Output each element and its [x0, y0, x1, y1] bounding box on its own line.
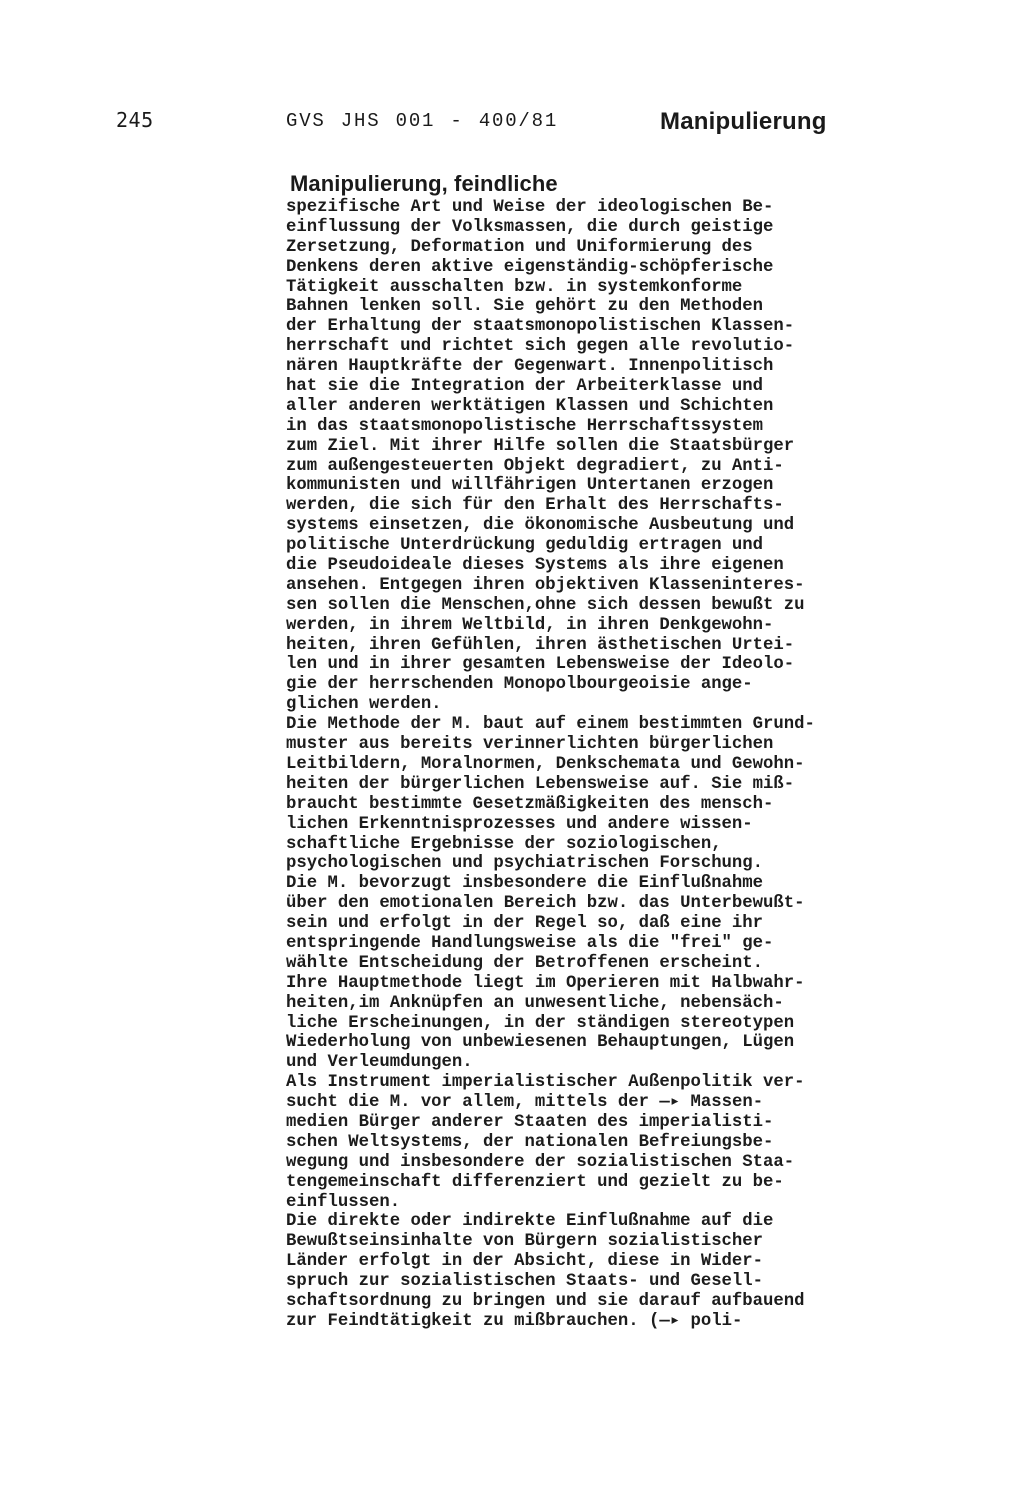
body-line: Tätigkeit ausschalten bzw. in systemkonforme	[286, 277, 743, 297]
body-line: in das staatsmonopolistische Herrschaftssystem	[286, 416, 764, 436]
body-line: Zersetzung, Deformation und Uniformierung des	[286, 237, 753, 257]
body-line: heiten der bürgerlichen Lebensweise auf. Sie miß-	[286, 774, 795, 794]
body-line: zum außengesteuerten Objekt degradiert, zu Anti-	[286, 456, 784, 476]
body-line: heiten,im Anknüpfen an unwesentliche, nebensäch-	[286, 993, 784, 1013]
body-line: tengemeinschaft differenziert und gezielt zu be-	[286, 1172, 784, 1192]
body-line: braucht bestimmte Gesetzmäßigkeiten des mensch-	[286, 794, 774, 814]
body-line: zum Ziel. Mit ihrer Hilfe sollen die Staatsbürger	[286, 436, 795, 456]
page-number: 245	[116, 108, 154, 132]
body-line: die Pseudoideale dieses Systems als ihre eigenen	[286, 556, 784, 576]
body-line: sein und erfolgt in der Regel so, daß eine ihr	[286, 914, 764, 934]
body-line: werden, in ihrem Weltbild, in ihren Denkgewohn-	[286, 615, 774, 635]
document-code: GVS JHS 001 - 400/81	[286, 110, 559, 132]
body-line: Denkens deren aktive eigenständig-schöpferische	[286, 257, 774, 277]
body-line: Länder erfolgt in der Absicht, diese in Wider-	[286, 1252, 764, 1272]
entry-title: Manipulierung, feindliche	[290, 171, 558, 196]
body-line: wegung und insbesondere der sozialistischen Staa-	[286, 1152, 795, 1172]
body-line: sen sollen die Menschen,ohne sich dessen bewußt zu	[286, 595, 805, 615]
body-line: hat sie die Integration der Arbeiterklasse und	[286, 377, 764, 397]
body-line: glichen werden.	[286, 695, 442, 715]
body-line: entspringende Handlungsweise als die "frei" ge-	[286, 933, 774, 953]
body-line: Bewußtseinsinhalte von Bürgern sozialistischer	[286, 1232, 764, 1252]
body-line: schaftliche Ergebnisse der soziologischen,	[286, 834, 722, 854]
body-line: systems einsetzen, die ökonomische Ausbeutung und	[286, 516, 795, 536]
body-line: schen Weltsystems, der nationalen Befreiungsbe-	[286, 1132, 774, 1152]
body-line: wählte Entscheidung der Betroffenen erscheint.	[286, 953, 764, 973]
body-line: Als Instrument imperialistischer Außenpolitik ver-	[286, 1073, 805, 1093]
body-line: herrschaft und richtet sich gegen alle revolutio-	[286, 337, 795, 357]
entry-body	[286, 198, 926, 1332]
body-line: und Verleumdungen.	[286, 1053, 473, 1073]
body-line: ansehen. Entgegen ihren objektiven Klasseninteres-	[286, 575, 805, 595]
body-line: liche Erscheinungen, in der ständigen stereotypen	[286, 1013, 795, 1033]
body-line: medien Bürger anderer Staaten des imperialisti-	[286, 1112, 774, 1132]
body-line: politische Unterdrückung geduldig ertragen und	[286, 536, 764, 556]
body-line: zur Feindtätigkeit zu mißbrauchen. (—▸ poli-	[286, 1311, 743, 1331]
body-line: nären Hauptkräfte der Gegenwart. Innenpolitisch	[286, 357, 774, 377]
body-line: schaftsordnung zu bringen und sie darauf aufbauend	[286, 1291, 805, 1311]
body-line: Bahnen lenken soll. Sie gehört zu den Methoden	[286, 297, 764, 317]
body-line: gie der herrschenden Monopolbourgeoisie ange-	[286, 675, 753, 695]
body-line: Die Methode der M. baut auf einem bestimmten Grund-	[286, 715, 815, 735]
body-line: len und in ihrer gesamten Lebensweise der Ideolo-	[286, 655, 795, 675]
body-line: einflussen.	[286, 1192, 401, 1212]
body-line: sucht die M. vor allem, mittels der —▸ Massen-	[286, 1093, 764, 1113]
body-line: spruch zur sozialistischen Staats- und Gesell-	[286, 1272, 764, 1292]
body-line: Wiederholung von unbewiesenen Behauptungen, Lügen	[286, 1033, 795, 1053]
body-line: kommunisten und willfährigen Untertanen erzogen	[286, 476, 774, 496]
body-line: lichen Erkenntnisprozesses und andere wissen-	[286, 814, 753, 834]
body-line: psychologischen und psychiatrischen Forschung.	[286, 854, 764, 874]
body-line: Leitbildern, Moralnormen, Denkschemata und Gewohn-	[286, 754, 805, 774]
body-line: Die direkte oder indirekte Einflußnahme auf die	[286, 1212, 774, 1232]
body-line: über den emotionalen Bereich bzw. das Unterbewußt-	[286, 894, 805, 914]
body-line: der Erhaltung der staatsmonopolistischen Klassen-	[286, 317, 795, 337]
body-line: heiten, ihren Gefühlen, ihren ästhetischen Urtei-	[286, 635, 795, 655]
body-line: einflussung der Volksmassen, die durch geistige	[286, 217, 774, 237]
running-head: Manipulierung	[660, 108, 827, 135]
body-line: spezifische Art und Weise der ideologischen Be-	[286, 198, 774, 217]
body-line: muster aus bereits verinnerlichten bürgerlichen	[286, 735, 774, 755]
body-line: Die M. bevorzugt insbesondere die Einflußnahme	[286, 874, 764, 894]
body-line: aller anderen werktätigen Klassen und Schichten	[286, 396, 774, 416]
body-line: Ihre Hauptmethode liegt im Operieren mit Halbwahr-	[286, 973, 805, 993]
body-line: werden, die sich für den Erhalt des Herrschafts-	[286, 496, 784, 516]
